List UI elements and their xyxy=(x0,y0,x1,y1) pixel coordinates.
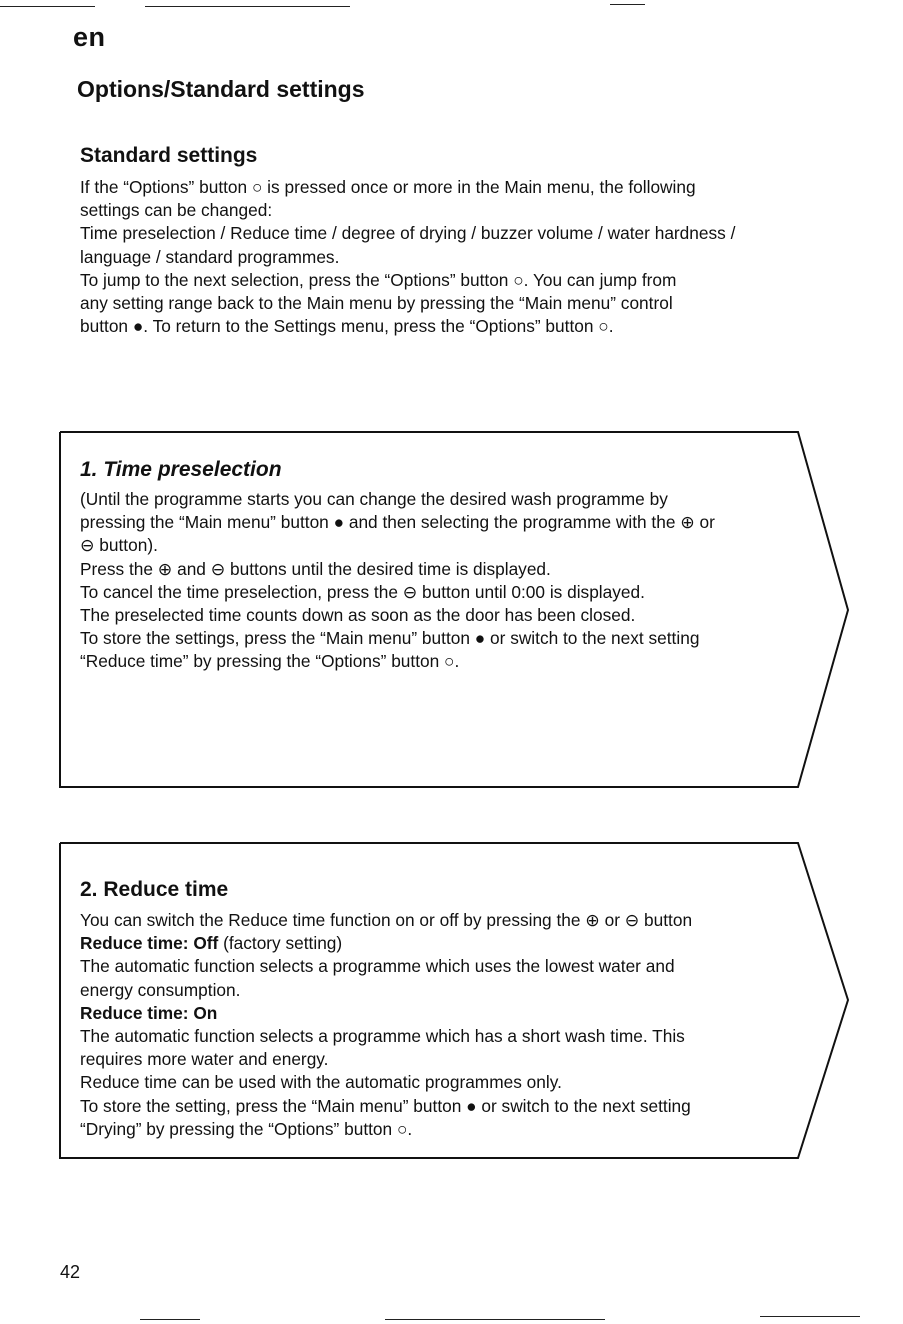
scan-artifact-top-center xyxy=(145,6,350,7)
text-line: “Drying” by pressing the “Options” button ○. xyxy=(80,1118,413,1139)
text-line: To jump to the next selection, press the “Options” button ○. You can jump from xyxy=(80,269,677,290)
standard-settings-text xyxy=(80,176,840,338)
text-line: settings can be changed: xyxy=(80,200,273,221)
text-line: button ●. To return to the Settings menu, press the “Options” button ○. xyxy=(80,316,614,337)
standard-settings-heading: Standard settings xyxy=(80,144,258,167)
scan-artifact-top-left xyxy=(0,6,95,7)
reduce-time-heading: 2. Reduce time xyxy=(80,878,229,901)
text-line: pressing the “Main menu” button ● and then selecting the programme with the ⊕ or xyxy=(80,512,715,533)
text-line: requires more water and energy. xyxy=(80,1049,329,1070)
text-line: You can switch the Reduce time function on or off by pressing the ⊕ or ⊖ button xyxy=(80,910,693,930)
text-line: If the “Options” button ○ is pressed once or more in the Main menu, the following xyxy=(80,177,696,197)
reduce-time-off-line xyxy=(80,932,800,955)
reduce-time-off-label: Reduce time: Off xyxy=(80,933,219,954)
text-line: Reduce time can be used with the automatic programmes only. xyxy=(80,1072,562,1093)
page-title: Options/Standard settings xyxy=(77,76,365,102)
text-line: “Reduce time” by pressing the “Options” button ○. xyxy=(80,651,460,672)
text-line: To store the setting, press the “Main menu” button ● or switch to the next setting xyxy=(80,1095,691,1116)
time-preselection-text xyxy=(80,488,820,674)
scan-artifact-bottom-left xyxy=(140,1319,200,1320)
time-preselection-heading: 1. Time preselection xyxy=(80,458,282,481)
text-line: The preselected time counts down as soon as the door has been closed. xyxy=(80,605,636,626)
scan-artifact-bottom-center xyxy=(385,1319,605,1320)
text-line: The automatic function selects a programme which has a short wash time. This xyxy=(80,1026,685,1047)
scan-artifact-bottom-right xyxy=(760,1316,860,1317)
reduce-time-on-label: Reduce time: On xyxy=(80,1002,218,1023)
language-code: en xyxy=(73,22,106,52)
text-line: any setting range back to the Main menu by pressing the “Main menu” control xyxy=(80,293,673,314)
page-number: 42 xyxy=(60,1262,81,1282)
text-line: The automatic function selects a programme which uses the lowest water and xyxy=(80,956,675,977)
reduce-time-off-note: (factory setting) xyxy=(218,933,343,954)
text-line: ⊖ button). xyxy=(80,535,158,556)
text-line: language / standard programmes. xyxy=(80,246,340,267)
reduce-time-text xyxy=(80,909,800,1141)
text-line: energy consumption. xyxy=(80,979,241,1000)
text-line: To store the settings, press the “Main menu” button ● or switch to the next setting xyxy=(80,628,700,649)
scan-artifact-top-right xyxy=(610,4,645,5)
text-line: Time preselection / Reduce time / degree of drying / buzzer volume / water hardness / xyxy=(80,223,736,244)
text-line: (Until the programme starts you can change the desired wash programme by xyxy=(80,489,668,509)
text-line: To cancel the time preselection, press the ⊖ button until 0:00 is displayed. xyxy=(80,581,645,602)
text-line: Press the ⊕ and ⊖ buttons until the desired time is displayed. xyxy=(80,558,551,579)
